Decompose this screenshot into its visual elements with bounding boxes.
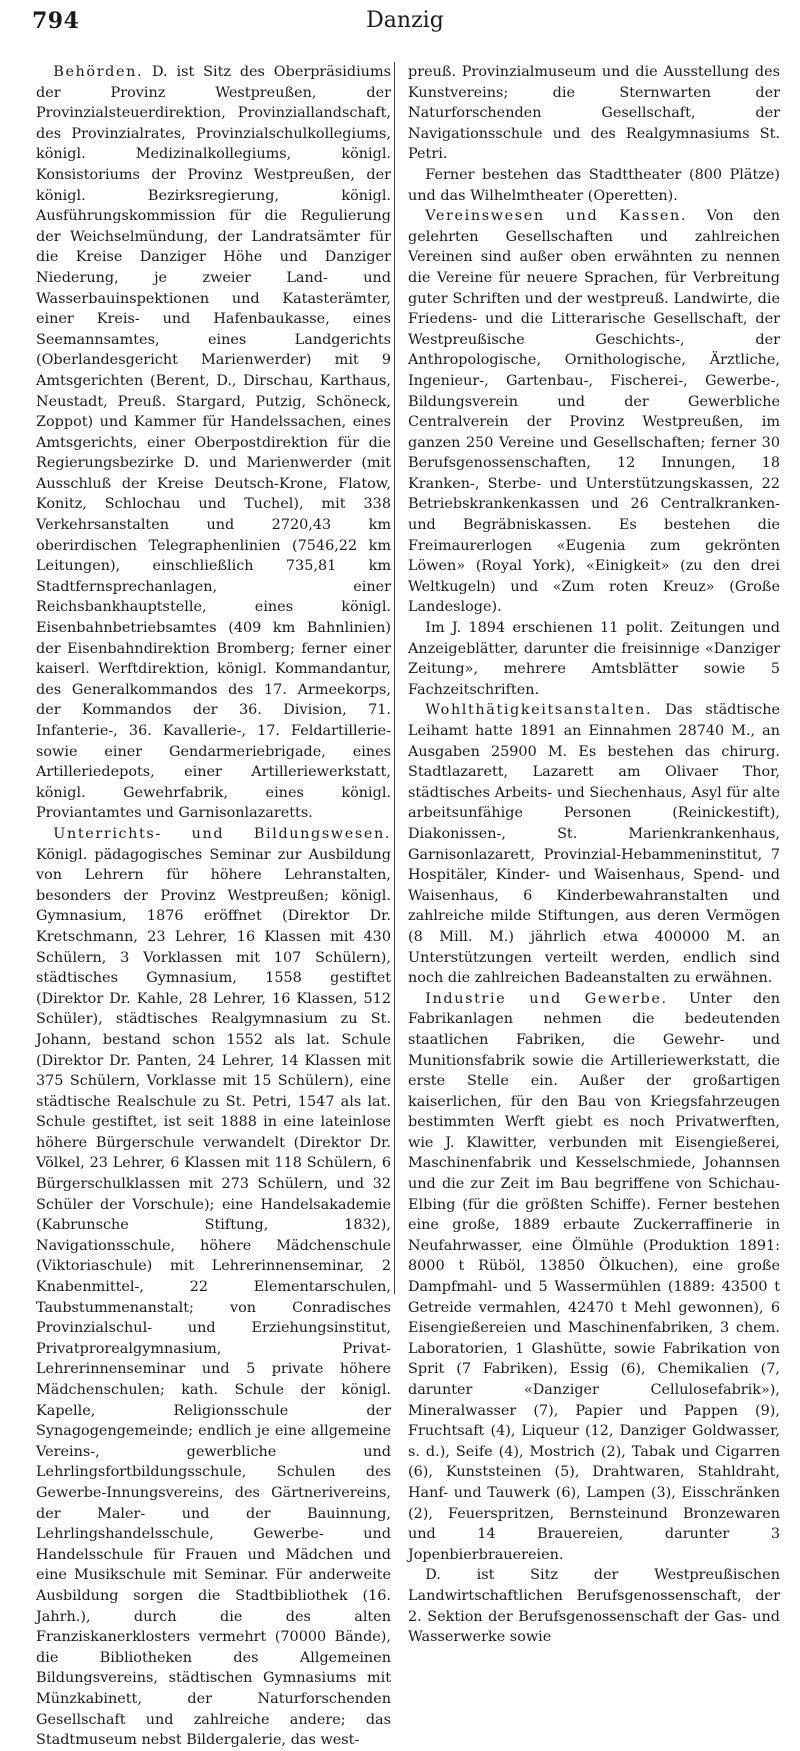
column-divider [394,62,395,1294]
left-column [36,62,391,1751]
running-head: Danzig [366,8,444,33]
paragraph-museum: preuß. Provinzialmuseum und die Ausstellung des Kunstvereins; die Sternwarten der Naturforschenden Gesellschaft, der Navigationsschule und des Realgymnasiums St. Petri. [408,64,780,163]
section-body: Von den gelehrten Gesellschaften und zahlreichen Vereinen sind außer oben erwähnten zu nennen die Vereine für neuere Sprachen, für Verbreitung guter Schriften und der westpreuß. Landwirte, die Friedens- und die Litterarische Gesellschaft, der Westpreußische Geschichts-, der Anthropologische, Ornithologische, Ärztliche, Ingenieur-, Gartenbau-, Fischerei-, Gewerbe-, Bildungsverein und der Gewerbliche Centralverein der Provinz Westpreußen, im ganzen 250 Vereine und Gesellschaften; ferner 30 Berufsgenossenschaften, 12 Innungen, 18 Kranken-, Sterbe- und Unterstützungskassen, 22 Betriebskrankenkassen und 26 Centralkranken- und Begräbniskassen. Es bestehen die Freimaurerlogen «Eugenia zum gekrönten Löwen» (Royal York), «Einigkeit» (zu den drei Weltkugeln) und «Zum roten Kreuz» (Große Landesloge). [408,208,781,616]
section-behoerden [36,62,391,824]
section-heading: Industrie und Gewerbe. [425,990,668,1007]
section-wohltaetigkeit [408,700,780,988]
section-heading: Vereinswesen und Kassen. [425,208,688,225]
section-body: D. ist Sitz des Oberpräsidiums der Provinz Westpreußen, der Provinzialsteuerdirektion, Provinziallandschaft, des Provinzialrates, Provinzialschulkollegiums, königl. Medizinalkollegiums, königl. Konsistoriums der Provinz Westpreußen, der königl. Bezirksregierung, königl. Ausführungskommission für die Regulierung der Weichselmündung, der Landratsämter für die Kreise Danziger Höhe und Danziger Niederung, je zweier Land- und Wasserbauinspektionen und Katasterämter, einer Kreis- und Hafenbaukasse, eines Seemannsamtes, eines Landgerichts (Oberlandesgericht Marienwerder) mit 9 Amtsgerichten (Berent, D., Dirschau, Karthaus, Neustadt, Preuß. Stargard, Putzig, Schöneck, Zoppot) und Kammer für Handelssachen, eines Amtsgerichts, einer Oberpostdirektion für die Regierungsbezirke D. und Marienwerder (mit Ausschluß der Kreise Deutsch-Krone, Flatow, Konitz, Schlochau und Tuchel), mit 338 Verkehrsanstalten und 2720,43 km oberirdischen Telegraphenlinien (7546,22 km Leitungen), einschließlich 735,81 km Stadtfernsprechanlagen, einer Reichsbankhauptstelle, eines königl. Eisenbahnbetriebsamtes (409 km Bahnlinien) der Eisenbahndirektion Bromberg; ferner einer kaiserl. Werftdirektion, königl. Kommandantur, des Generalkommandos des 17. Armeekorps, der Kommandos der 36. Division, 71. Infanterie-, 36. Kavallerie-, 17. Feldartillerie- sowie einer Gendarmeriebrigade, eines Artilleriedepots, einer Artilleriewerkstatt, königl. Gewehrfabrik, eines königl. Proviantamtes und Garnisonlazaretts. [36,64,391,822]
section-body: Unter den Fabrikanlagen nehmen die bedeutenden staatlichen Fabriken, die Gewehr- und Munitionsfabrik sowie die Artilleriewerkstatt, die erste Stelle ein. Außer der großartigen kaiserlichen, für den Bau von Kriegsfahrzeugen bestimmten Werft giebt es noch Privatwerften, wie J. Klawitter, verbunden mit Eisengießerei, Maschinenfabrik und Kesselschmiede, Johannsen und die zur Zeit im Bau begriffene von Schichau-Elbing (für die größten Schiffe). Ferner bestehen eine große, 1889 erbaute Zuckerraffinerie in Neufahrwasser, eine Ölmühle (Produktion 1891: 8000 t Rüböl, 13850 Ölkuchen), eine große Dampfmahl- und 5 Wassermühlen (1889: 43500 t Getreide vermahlen, 42470 t Mehl gewonnen), 6 Eisengießereien und Maschinenfabriken, 3 chem. Laboratorien, 1 Glashütte, sowie Fabrikation von Sprit (7 Fabriken), Essig (6), Chemikalien (7, darunter «Danziger Cellulosefabrik»), Mineralwasser (7), Papier und Pappen (9), Fruchtsaft (4), Liqueur (12, Danziger Goldwasser, s. d.), Seife (4), Mostrich (2), Tabak und Cigarren (6), Kunststeinen (5), Drahtwaren, Stahldraht, Hanf- und Tauwerk (6), Lampen (3), Eisschränken (2), Feuerspritzen, Bernsteinund Bronzewaren und 14 Brauereien, darunter 3 Jopenbierbrauereien. [408,990,780,1563]
section-body: Das städtische Leihamt hatte 1891 an Einnahmen 28740 M., an Ausgaben 25900 M. Es bestehen das chirurg. Stadtlazarett, Lazarett am Olivaer Thor, städtisches Arbeits- und Siechenhaus, Asyl für alte arbeitsunfähige Personen (Reinickestift), Diakonissen-, St. Marienkrankenhaus, Garnisonlazarett, Provinzial-Hebammeninstitut, 7 Hospitäler, Kinder- und Waisenhaus, Spend- und Waisenhaus, 6 Kinderbewahranstalten und zahlreiche milde Stiftungen, aus deren Vermögen (8 Mill. M.) jährlich etwa 400000 M. an Unterstützungen verteilt werden, endlich sind noch die zahlreichen Badeanstalten zu erwähnen. [408,702,780,987]
paragraph-theater: Ferner bestehen das Stadttheater (800 Plätze) und das Wilhelmtheater (Operetten). [408,166,780,204]
page-number: 794 [32,8,80,34]
paragraph-zeitungen: Im J. 1894 erschienen 11 polit. Zeitungen und Anzeigeblätter, darunter die freisinnige «Danziger Zeitung», mehrere Amtsblätter sowie 5 Fachzeitschriften. [408,620,780,698]
section-heading: Unterrichts- und Bildungswesen. [53,825,391,842]
section-heading: Behörden. [53,64,144,80]
section-industrie [408,989,780,1566]
section-heading: Wohlthätigkeitsanstalten. [425,702,653,719]
paragraph-landwirtschaft: D. ist Sitz der Westpreußischen Landwirtschaftlichen Berufsgenossenschaft, der 2. Sektion der Berufsgenossenschaft der Gas- und Wasserwerke sowie [408,1567,780,1646]
page-header [32,8,778,48]
right-column [408,62,780,1648]
section-body: Königl. pädagogisches Seminar zur Ausbildung von Lehrern für höhere Lehranstalten, besonders der Provinz Westpreußen; königl. Gymnasium, 1876 eröffnet (Direktor Dr. Kretschmann, 23 Lehrer, 16 Klassen mit 430 Schülern, 3 Vorklassen mit 107 Schülern), städtisches Gymnasium, 1558 gestiftet (Direktor Dr. Kahle, 28 Lehrer, 16 Klassen, 512 Schüler), städtisches Realgymnasium zu St. Johann, bestand schon 1552 als lat. Schule (Direktor Dr. Panten, 24 Lehrer, 14 Klassen mit 375 Schülern, Vorklasse mit 15 Schülern), eine städtische Realschule zu St. Petri, 1547 als lat. Schule gestiftet, ist seit 1888 in eine lateinlose höhere Bürgerschule verwandelt (Direktor Dr. Völkel, 23 Lehrer, 6 Klassen mit 118 Schülern, 6 Bürgerschulklassen mit 273 Schülern, und 32 Schüler der Vorschule); eine Handelsakademie (Kabrunsche Stiftung, 1832), Navigationsschule, höhere Mädchenschule (Viktoriaschule) mit Lehrerinnenseminar, 2 Knabenmittel-, 22 Elementarschulen, Taubstummenanstalt; von Conradisches Provinzialschul- und Erziehungsinstitut, Privatprorealgymnasium, Privat-Lehrerinnenseminar und 5 private höhere Mädchenschulen; kath. Schule der königl. Kapelle, Religionsschule der Synagogengemeinde; endlich je eine allgemeine Vereins-, gewerbliche und Lehrlingsfortbildungsschule, Schulen des Gewerbe-Innungsvereins, des Gärtnerivereins, der Maler- und der Bauinnung, Lehrlingshandelsschule, Gewerbe- und Handelsschule für Frauen und Mädchen und eine Musikschule mit Seminar. Für anderweite Ausbildung sorgen die Stadtbibliothek (16. Jahrh.), durch die des alten Franziskanerklosters vermehrt (70000 Bände), die Bibliotheken des Allgemeinen Bildungsvereins, städtischen Gymnasiums mit Münzkabinett, der Naturforschenden Gesellschaft und zahlreiche andere; das Stadtmuseum nebst Bildergalerie, das west- [36,846,391,1749]
section-unterricht [36,824,391,1751]
section-vereine [408,206,780,618]
